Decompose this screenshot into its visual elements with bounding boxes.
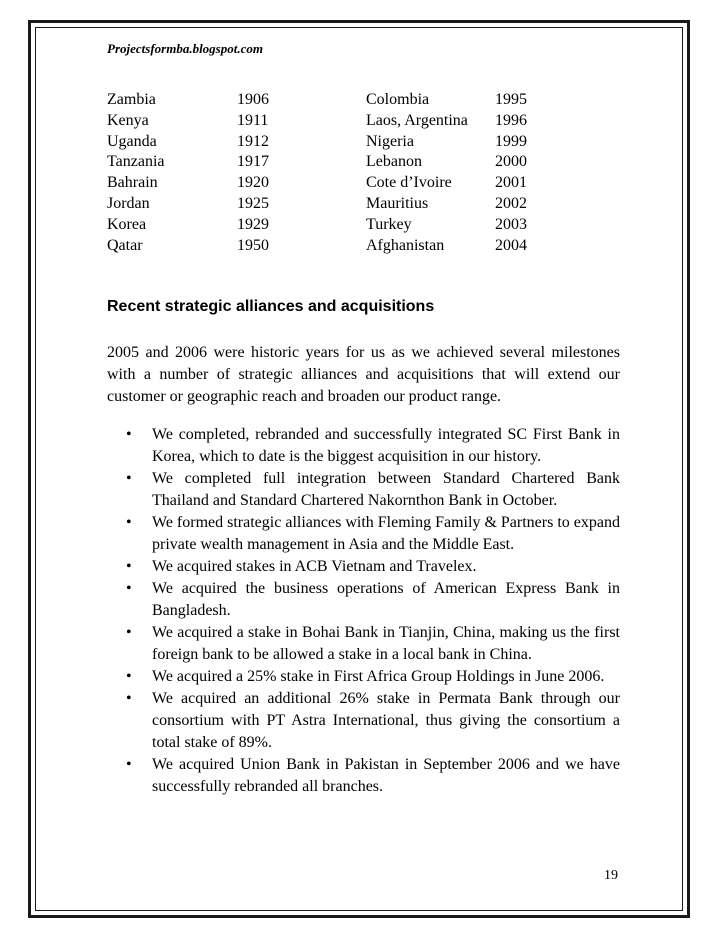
country-cell: Lebanon [366, 153, 422, 171]
table-row [107, 194, 555, 215]
bullet-icon: • [126, 668, 132, 685]
bullet-icon: • [126, 426, 132, 443]
table-row [107, 236, 555, 257]
table-row [107, 90, 555, 111]
year-cell: 1912 [237, 132, 269, 150]
table-row [107, 215, 555, 236]
year-cell: 1996 [495, 111, 527, 129]
country-entry-year-table [107, 90, 555, 256]
country-cell: Laos, Argentina [366, 111, 468, 129]
bullet-icon: • [126, 558, 132, 575]
year-cell: 1950 [237, 236, 269, 254]
list-item [107, 424, 620, 468]
list-item-text: We completed, rebranded and successfully integrated SC First Bank in Korea, which to date is the biggest acquisition in our history. [152, 426, 620, 465]
list-item [107, 666, 620, 688]
list-item-text: We acquired stakes in ACB Vietnam and Travelex. [152, 558, 477, 575]
list-item-text: We acquired a stake in Bohai Bank in Tianjin, China, making us the first foreign bank to be allowed a stake in a local bank in China. [152, 624, 620, 663]
list-item-text: We acquired Union Bank in Pakistan in September 2006 and we have successfully rebranded all branches. [152, 756, 620, 795]
bullet-icon: • [126, 624, 132, 641]
country-cell: Nigeria [366, 132, 414, 150]
bullet-icon: • [126, 580, 132, 597]
year-cell: 1925 [237, 194, 269, 212]
list-item [107, 578, 620, 622]
list-item-text: We acquired the business operations of American Express Bank in Bangladesh. [152, 580, 620, 619]
list-item [107, 754, 620, 798]
country-cell: Korea [107, 215, 147, 233]
bullet-icon: • [126, 514, 132, 531]
intro-paragraph: 2005 and 2006 were historic years for us as we achieved several milestones with a number of strategic alliances and acquisitions that will extend our customer or geographic reach and broaden our product range. [107, 344, 620, 405]
list-item [107, 468, 620, 512]
year-cell: 1906 [237, 91, 269, 108]
bullet-icon: • [126, 690, 132, 707]
country-cell: Mauritius [366, 194, 429, 212]
acquisitions-bullet-list [107, 424, 620, 798]
list-item-text: We acquired a 25% stake in First Africa Group Holdings in June 2006. [152, 668, 605, 685]
year-cell: 1920 [237, 174, 269, 192]
country-cell: Zambia [107, 91, 156, 108]
page-number: 19 [604, 868, 618, 883]
country-cell: Kenya [107, 111, 149, 129]
list-item [107, 622, 620, 666]
country-cell: Colombia [366, 91, 430, 108]
year-cell: 1995 [495, 91, 527, 108]
country-cell: Tanzania [107, 153, 165, 171]
year-cell: 1917 [237, 153, 269, 171]
list-item [107, 688, 620, 754]
country-cell: Qatar [107, 236, 143, 254]
year-cell: 2000 [495, 153, 527, 171]
country-cell: Afghanistan [366, 236, 445, 254]
year-cell: 2003 [495, 215, 527, 233]
list-item-text: We acquired an additional 26% stake in Permata Bank through our consortium with PT Astra International, thus giving the consortium a total stake of 89%. [152, 690, 620, 751]
year-cell: 2001 [495, 174, 527, 192]
year-cell: 1911 [237, 111, 269, 129]
table-row [107, 132, 555, 153]
list-item-text: We completed full integration between Standard Chartered Bank Thailand and Standard Chartered Nakornthon Bank in October. [152, 470, 620, 509]
country-cell: Turkey [366, 215, 412, 233]
country-cell: Uganda [107, 132, 157, 150]
bullet-icon: • [126, 756, 132, 773]
list-item-text: We formed strategic alliances with Fleming Family & Partners to expand private wealth management in Asia and the Middle East. [152, 514, 620, 553]
country-cell: Bahrain [107, 174, 158, 192]
table-row [107, 173, 555, 194]
year-cell: 1999 [495, 132, 527, 150]
table-row [107, 152, 555, 173]
bullet-icon: • [126, 470, 132, 487]
year-cell: 2002 [495, 194, 527, 212]
year-cell: 1929 [237, 215, 269, 233]
list-item [107, 556, 620, 578]
year-cell: 2004 [495, 236, 527, 254]
country-cell: Jordan [107, 194, 150, 212]
table-row [107, 111, 555, 132]
page-header-source: Projectsformba.blogspot.com [107, 41, 263, 56]
list-item [107, 512, 620, 556]
country-cell: Cote d’Ivoire [366, 174, 452, 192]
section-heading: Recent strategic alliances and acquisitions [107, 298, 435, 315]
